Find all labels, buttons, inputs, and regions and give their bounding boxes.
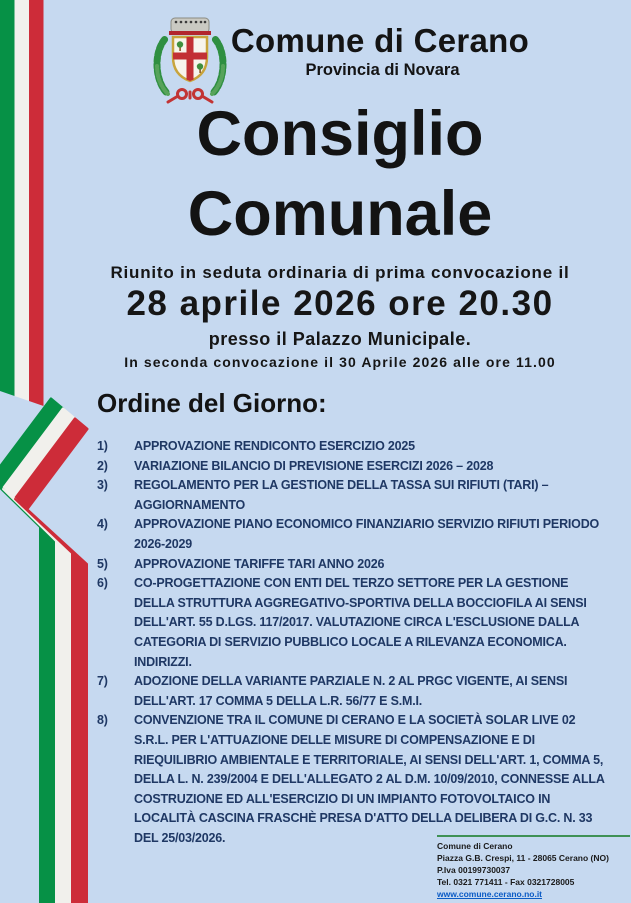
agenda-item-3 [97, 476, 611, 515]
agenda-item-2 [97, 457, 611, 477]
footer-contact-block [437, 840, 631, 900]
convocation-venue: presso il Palazzo Municipale. [208, 329, 472, 349]
agenda-item-text: APPROVAZIONE TARIFFE TARI ANNO 2026 [134, 556, 385, 571]
agenda-item-8 [97, 711, 611, 848]
agenda-item-number: 8) [97, 713, 108, 728]
municipality-name: Comune di Cerano [230, 22, 530, 59]
footer-phone-fax: Tel. 0321 771411 - Fax 0321728005 [437, 877, 575, 887]
convocation-intro: Riunito in seduta ordinaria di prima convocazione il [110, 263, 570, 282]
poster-title-line2: Comunale [187, 179, 493, 249]
agenda-item-number: 5) [97, 556, 108, 571]
agenda-item-text: APPROVAZIONE PIANO ECONOMICO FINANZIARIO SERVIZIO RIFIUTI PERIODO 2026-2029 [134, 517, 600, 551]
convocation-datetime: 28 aprile 2026 ore 20.30 [126, 284, 554, 323]
agenda-item-number: 3) [97, 478, 108, 493]
agenda-item-6 [97, 574, 611, 672]
agenda-item-number: 1) [97, 439, 108, 453]
agenda-item-4 [97, 515, 611, 554]
agenda-item-5 [97, 555, 611, 575]
agenda-item-number: 7) [97, 674, 108, 689]
footer-vat-number: P.Iva 00199730037 [437, 865, 511, 875]
footer-divider [437, 835, 630, 837]
poster-title [85, 94, 595, 254]
agenda-item-number: 2) [97, 458, 108, 473]
agenda-heading: Ordine del Giorno: [97, 388, 327, 418]
agenda-item-text: VARIAZIONE BILANCIO DI PREVISIONE ESERCIZI 2026 – 2028 [134, 458, 494, 473]
agenda-item-text: ADOZIONE DELLA VARIANTE PARZIALE N. 2 AL PRGC VIGENTE, AI SENSI DELL'ART. 17 COMMA 5 DELLA L.R. 56/77 E S.M.I. [134, 674, 568, 708]
agenda-item-number: 4) [97, 517, 108, 532]
agenda-item-text: CONVENZIONE TRA IL COMUNE DI CERANO E LA SOCIETÀ SOLAR LIVE 02 S.R.L. PER L'ATTUAZIONE DELLE MISURE DI COMPENSAZIONE E DI RIEQUILIBRIO AMBIENTALE E TERRITORIALE, AI SENSI DELL'ART. 1, COMMA 5, DELLA L. N. 239/2004 E DELL'ALLEGATO 2 AL D.M. 10/09/2010, CONNESSE ALLA COSTRUZIONE ED ALL'ESERCIZIO DI UN IMPIANTO FOTOVOLTAICO IN LOCALITÀ CASCINA FRASCHÈ PRESA D'ATTO DELLA DELIBERA DI G.C. N. 33 DEL 25/03/2026. [134, 713, 605, 845]
poster-title-line1: Consiglio [196, 99, 484, 169]
footer-website-link[interactable]: www.comune.cerano.no.it [437, 889, 543, 899]
agenda-item-text: REGOLAMENTO PER LA GESTIONE DELLA TASSA SUI RIFIUTI (TARI) – AGGIORNAMENTO [134, 478, 549, 512]
second-call-note: In seconda convocazione il 30 Aprile 2026 alle ore 11.00 [124, 354, 556, 370]
province-name: Provincia di Novara [305, 61, 460, 79]
footer-municipality-name: Comune di Cerano [437, 841, 513, 851]
agenda-item-number: 6) [97, 576, 108, 591]
agenda-item-7 [97, 672, 611, 711]
agenda-list [97, 437, 611, 848]
footer-address: Piazza G.B. Crespi, 11 - 28065 Cerano (NO) [437, 853, 609, 863]
agenda-item-1 [97, 437, 611, 457]
agenda-item-text: CO-PROGETTAZIONE CON ENTI DEL TERZO SETTORE PER LA GESTIONE DELLA STRUTTURA AGGREGATIVO-SPORTIVA DELLA BOCCIOFILA AI SENSI DELL'ART. 55 D.LGS. 117/2017. VALUTAZIONE CIRCA L'ESCLUSIONE DALLA CATEGORIA DI SERVIZIO PUBBLICO LOCALE A RILEVANZA ECONOMICA. INDIRIZZI. [134, 576, 587, 669]
agenda-item-text: APPROVAZIONE RENDICONTO ESERCIZIO 2025 [134, 439, 415, 453]
